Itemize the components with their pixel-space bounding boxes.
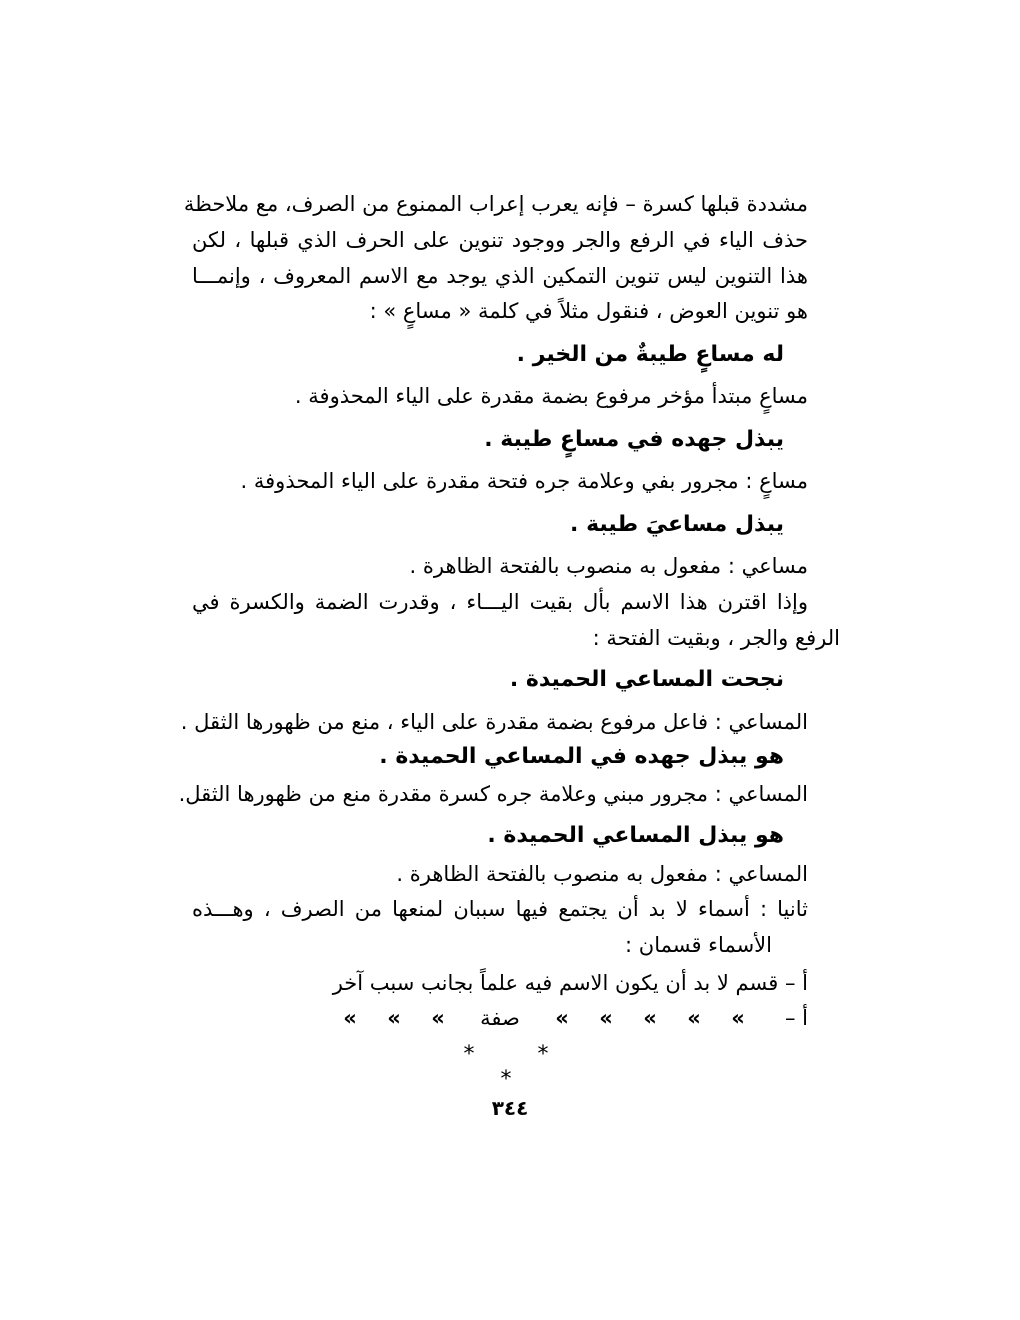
example-2-sentence-2: هو يبذل جهده في المساعي الحميدة . [379,744,784,769]
list-item-2-dittos [310,1004,760,1032]
example-2-analysis-1: المساعي : فاعل مرفوع بضمة مقدرة على الياء ، منع من ظهورها الثقل . [180,710,808,734]
example-2-analysis-3: المساعي : مفعول به منصوب بالفتحة الظاهرة . [396,862,808,886]
paragraph-1-line-2: حذف الياء في الرفع والجر ووجود تنوين على الحرف الذي قبلها ، لكن [192,228,808,252]
ditto-mark: » [687,1006,701,1030]
example-2-analysis-2: المساعي : مجرور مبني وعلامة جره كسرة مقدرة منع من ظهورها الثقل. [178,782,808,806]
paragraph-1-line-1: مشددة قبلها كسرة – فإنه يعرب إعراب الممنوع من الصرف، مع ملاحظة [183,192,808,216]
ditto-mark: » [431,1006,445,1030]
ditto-mark: » [555,1006,569,1030]
paragraph-1-line-4: هو تنوين العوض ، فنقول مثلاً في كلمة « مساعٍ » : [369,299,808,323]
list-marker: أ – [784,1006,808,1030]
paragraph-2-line-1: وإذا اقترن هذا الاسم بأل بقيت اليـــاء ، وقدرت الضمة والكسرة في [192,590,808,614]
ditto-mark: » [387,1006,401,1030]
list-item-2 [785,1004,808,1032]
paragraph-1-line-3: هذا التنوين ليس تنوين التمكين الذي يوجد مع الاسم المعروف ، وإنمـــا [192,264,808,288]
example-analysis-2: مساعٍ : مجرور بفي وعلامة جره فتحة مقدرة على الياء المحذوفة . [240,469,808,493]
list-item-text: قسم لا بد أن يكون الاسم فيه علماً بجانب سبب آخر [332,971,779,995]
example-sentence-3: يبذل مساعيَ طيبة . [570,512,784,537]
section-separator: * * * [463,1042,577,1092]
paragraph-3-line-1: ثانيا : أسماء لا بد أن يجتمع فيها سببان لمنعها من الصرف ، وهـــذه [192,897,808,921]
list-item-text: صفة [480,1006,520,1030]
ditto-mark: » [731,1006,745,1030]
list-marker: أ – [784,971,808,995]
ditto-mark: » [643,1006,657,1030]
example-2-sentence-3: هو يبذل المساعي الحميدة . [487,823,784,848]
page-number: ٣٤٤ [491,1096,529,1120]
example-sentence-1: له مساعٍ طيبةٌ من الخير . [516,342,784,367]
paragraph-2-line-2: الرفع والجر ، وبقيت الفتحة : [592,626,840,650]
list-item-1 [333,969,808,997]
paragraph-3-line-2: الأسماء قسمان : [625,933,772,957]
example-analysis-3: مساعي : مفعول به منصوب بالفتحة الظاهرة . [409,554,808,578]
ditto-mark: » [599,1006,613,1030]
example-2-sentence-1: نجحت المساعي الحميدة . [509,667,784,692]
example-analysis-1: مساعٍ مبتدأ مؤخر مرفوع بضمة مقدرة على الياء المحذوفة . [294,384,808,408]
example-sentence-2: يبذل جهده في مساعٍ طيبة . [484,427,784,452]
ditto-mark: » [343,1006,357,1030]
